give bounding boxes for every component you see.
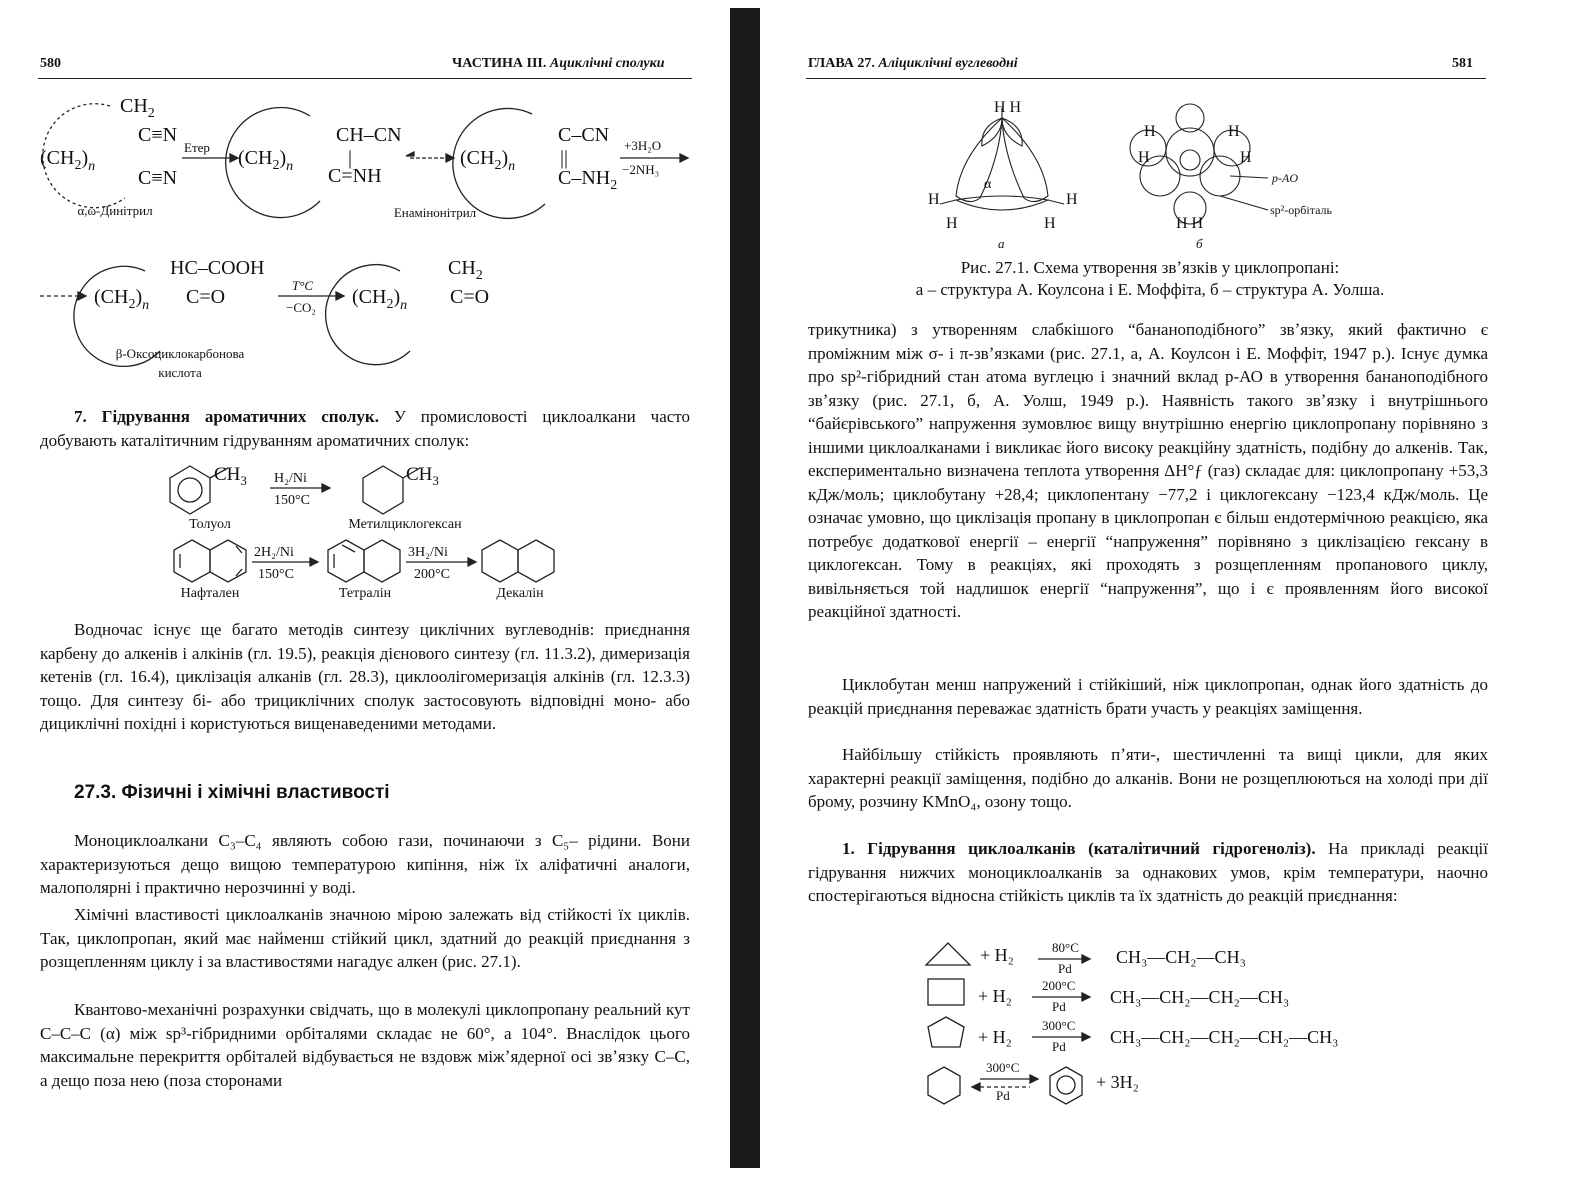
paragraph-cyclobutane: Циклобутан менш напружений і стійкіший, ніж циклопропан, однак його здатність до реакцій приєднання переважає здатність брати участь у реакціях заміщення. (808, 675, 1488, 718)
cond1-top: H₂/Ni (274, 471, 307, 486)
reaction-2-product: CH₃—CH₂—CH₂—CH₃ (1110, 987, 1290, 1007)
svg-text:CH3: $CH_3$ (406, 464, 439, 488)
label-oxoacid-2: кислота (158, 365, 202, 380)
book-spine (730, 8, 760, 1168)
section1-title: 1. Гідрування циклоалканів (каталітичний гідрогеноліз). (842, 839, 1316, 858)
figure-label-a: а (998, 236, 1005, 251)
svg-text:H: H (1066, 191, 1078, 208)
reaction-3-plus: + H₂ (978, 1027, 1012, 1047)
svg-text:H: H (1138, 149, 1150, 166)
label-decalin: Декалін (496, 586, 544, 601)
label-tetralin: Тетралін (338, 586, 392, 601)
svg-text:||: || (560, 147, 569, 169)
figure-caption-2: а – структура А. Коулсона і Е. Моффіта, б – структура А. Уолша. (915, 280, 1385, 299)
paragraph-stability: Найбільшу стійкість проявляють пʼяти-, шестичленні та вищі цикли, для яких характерні реакції заміщення, подібно до алканів. Вони не розщеплюються на холоді при дії брому, розчину KMnO₄, озону тощо. (808, 745, 1488, 811)
cond3-top: 3H₂/Ni (408, 545, 448, 560)
label-methylcyclohexane: Метилциклогексан (348, 517, 462, 532)
reaction-1-product: CH₃—CH₂—CH₃ (1116, 947, 1246, 967)
svg-text:C≡N: C≡N (138, 167, 178, 189)
cond2-bottom: 150°C (258, 567, 294, 582)
svg-text:(CH2)n: $(CH_2)_n$ (460, 147, 516, 174)
svg-text:C=O: C=O (450, 286, 490, 308)
svg-text:C–NH2: $C-NH_2$ (558, 167, 618, 193)
sp2-label: sp²-орбіталь (1270, 203, 1332, 217)
svg-text:H: H (1044, 215, 1056, 232)
page-number-right: 581 (1452, 56, 1473, 71)
reaction-2-plus: + H₂ (978, 986, 1012, 1006)
reaction-3-product: CH₃—CH₂—CH₂—CH₂—CH₃ (1110, 1027, 1339, 1047)
header-rule-right (806, 78, 1486, 79)
reaction-1-cond-bottom: Pd (1058, 961, 1072, 976)
svg-text:H: H (1228, 123, 1240, 140)
svg-text:H: H (928, 191, 940, 208)
arrow3-top: +3H₂O (624, 138, 662, 153)
label-enaminonitrile: Енамінонітрил (393, 205, 477, 220)
svg-text:CH2: $CH_2$ (448, 257, 483, 283)
cond1-bottom: 150°C (274, 493, 310, 508)
reaction-2-cond-top: 200°C (1042, 978, 1076, 993)
reaction-4-plus: + 3H₂ (1096, 1072, 1139, 1092)
running-head-right (808, 56, 1018, 72)
svg-text:C=NH: C=NH (328, 165, 382, 187)
section7-paragraph (40, 405, 690, 452)
section-heading-27-3: 27.3. Фізичні і хімічні властивості (74, 782, 390, 803)
paragraph-methods: Водночас існує ще багато методів синтезу циклічних вуглеводнів: приєднання карбену до алкенів і алкінів (гл. 19.5), реакція дієнового синтезу (гл. 11.3.2), димеризація кетенів (гл. 16.4), циклізація алканів (гл. 28.3), циклоолігомеризація алкінів (гл. 12.3.3) тощо. Для синтезу бі- або трициклічних сполук застосовують відповідні моно- або дициклічні похідні і користуються вищенаведеними методами. (40, 620, 690, 733)
page-number-left: 580 (40, 56, 61, 71)
reaction-1-plus: + H₂ (980, 945, 1014, 965)
svg-text:H: H (1240, 149, 1252, 166)
label-oxoacid-1: β-Оксоциклокарбонова (115, 346, 245, 361)
cond2-top: 2H₂/Ni (254, 545, 294, 560)
right-page (760, 0, 1590, 1181)
paragraph-banana-bond: трикутника) з утворенням слабкішого “бананоподібного” звʼязку, який фактично є проміжним між σ- і π-звʼязками (рис. 27.1, а, А. Коулсон і Е. Моффіт, 1947 р.). Існує думка про sp²-гібридний стан атома вуглецю і значний вклад p-АО в утворення бананоподібного звʼязку (рис. 27.1, б, А. Уолш, 1949 р.). Наявність такого звʼязку і внутрішнього “байєрівського” напруження зумовлює вищу внутрішню енергію циклопропану порівняно з іншими циклоалканами і викликає його високу реакційну здатність, подібну до алкенів. Так, експериментально визначена теплота утворення ΔH°ƒ (газ) складає для: циклопропану +53,3 кДж/моль; циклобутану +28,4; циклопентану −77,2 і циклогексану −123,4 кДж/моль. Це означає умовно, що циклізація пропану в циклопропан є більш ендотермічною реакцією, яка потребує додаткової енергії – енергії “напруження” порівняно з циклізацією гексану в циклогексан. Тому в реакціях, які проходять з розщепленням пропанового циклу, вивільняється той надлишок енергії “напруження”, що і є проявленням його високої реакційної здатності. (808, 320, 1488, 621)
section7-text: У промисловості циклоалкани часто добувають каталітичним гідруванням ароматичних сполук: (40, 407, 691, 450)
alpha-label: α (984, 177, 992, 192)
arrow1-label: Етер (184, 140, 210, 155)
svg-text:CH3: $CH_3$ (214, 464, 247, 488)
arrow3-bottom: −2NH₃ (622, 162, 660, 177)
figure-caption-1: Рис. 27.1. Схема утворення звʼязків у циклопропані: (960, 258, 1340, 277)
svg-text:H H: H H (1176, 215, 1204, 232)
svg-text:H: H (1144, 123, 1156, 140)
reaction-4-cond-bottom: Pd (996, 1088, 1010, 1103)
paragraph-chemical: Хімічні властивості циклоалканів значною мірою залежать від стійкості їх циклів. Так, циклопропан, який має найменш стійкий цикл, здатний до реакцій приєднання з розщепленням циклу і за властивостями нагадує алкен (рис. 27.1). (40, 905, 690, 971)
reaction-4-cond-top: 300°C (986, 1060, 1020, 1075)
svg-text:H H: H H (994, 99, 1022, 116)
svg-text:HC–COOH: HC–COOH (170, 257, 265, 279)
section1-text: На прикладі реакції гідрування нижчих моноциклоалканів за однакових умов, крім температури, наочно спостерігаються відносна стійкість циклів та їх здатність до реакцій приєднання: (808, 839, 1488, 905)
svg-text:C≡N: C≡N (138, 124, 178, 146)
running-head-title-right: Аліциклічні вуглеводні (878, 56, 1018, 71)
label-dinitrile: α,ω-Динітрил (77, 203, 153, 218)
svg-text:(CH2)n: $(CH_2)_n$ (352, 286, 408, 313)
svg-text:|: | (348, 147, 353, 169)
section1-paragraph (808, 837, 1488, 908)
svg-text:CH–CN: CH–CN (336, 124, 402, 146)
figure-27-1 (920, 96, 1360, 256)
reaction-3-cond-bottom: Pd (1052, 1039, 1066, 1054)
running-head-part: ЧАСТИНА III. (452, 56, 547, 71)
running-head-left (452, 56, 665, 72)
svg-text:(CH2)n: $(CH_2)_n$ (238, 147, 294, 174)
svg-text:CH2: $CH_2$ (120, 95, 155, 121)
svg-text:H: H (946, 215, 958, 232)
svg-text:C=O: C=O (186, 286, 226, 308)
p-ao-label: p-AO (1272, 171, 1298, 185)
arrow4-top: T°C (292, 278, 314, 293)
header-rule (38, 78, 692, 79)
label-toluene: Толуол (189, 517, 231, 532)
paragraph-physical: Моноциклоалкани C₃–C₄ являють собою гази, починаючи з C₅– рідини. Вони характеризуються дещо вищою температурою кипіння, ніж їх аліфатичні аналоги, малополярні і практично нерозчинні у воді. (40, 831, 690, 897)
paragraph-quantum: Квантово-механічні розрахунки свідчать, що в молекулі циклопропану реальний кут C–C–C (α) між sp³-гібридними орбіталями складає не 60°, а 104°. Внаслідок цього максимальне перекриття орбіталей відбувається не вздовж міжʼядерної осі звʼязку C–C, а дещо поза нею (поза сторонами (40, 1000, 690, 1090)
reaction-1-cond-top: 80°C (1052, 940, 1079, 955)
reaction-2-cond-bottom: Pd (1052, 999, 1066, 1014)
svg-text:C–CN: C–CN (558, 124, 610, 146)
running-head-chapter: ГЛАВА 27. (808, 56, 875, 71)
cond3-bottom: 200°C (414, 567, 450, 582)
arrow4-bottom: −CO₂ (286, 300, 316, 315)
reaction-3-cond-top: 300°C (1042, 1018, 1076, 1033)
running-head-title: Ациклічні сполуки (549, 56, 665, 71)
figure-label-b: б (1196, 236, 1203, 251)
label-naphthalene: Нафтален (180, 586, 240, 601)
section7-title: 7. Гідрування ароматичних сполук. (74, 407, 379, 426)
svg-text:(CH2)n: $(CH_2)_n$ (94, 286, 150, 313)
left-page (0, 0, 730, 1181)
svg-text:(CH2)n: $(CH_2)_n$ (40, 147, 96, 174)
